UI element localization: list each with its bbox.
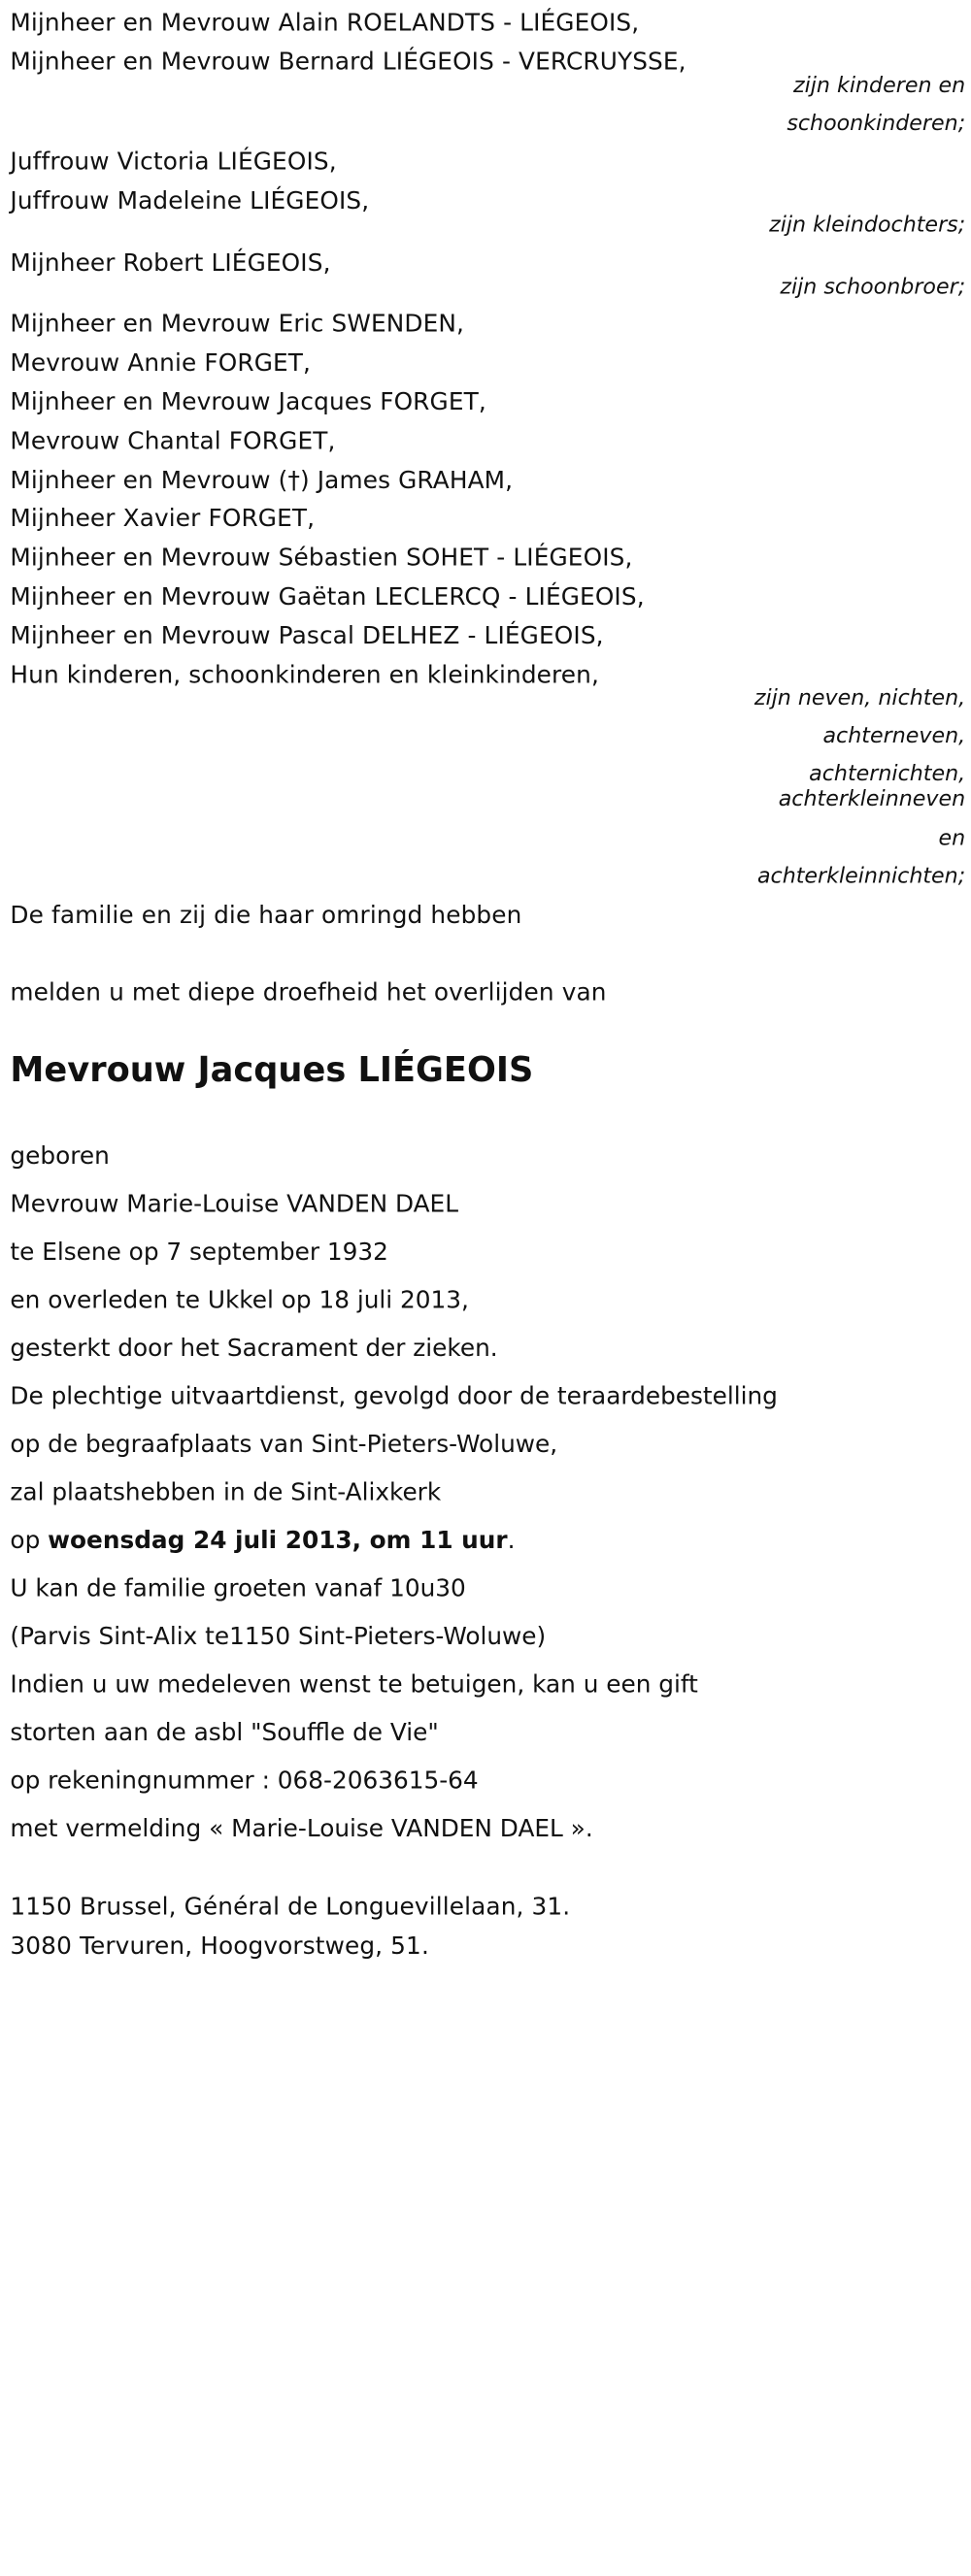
relation-label: achternichten, xyxy=(809,761,966,787)
service-date: woensdag 24 juli 2013, om 11 uur xyxy=(48,1526,508,1555)
detail-line: te Elsene op 7 september 1932 xyxy=(10,1238,388,1267)
relation-label: schoonkinderen; xyxy=(787,111,966,137)
detail-line: De plechtige uitvaartdienst, gevolgd door de teraardebestelling xyxy=(10,1382,778,1410)
detail-line: op de begraafplaats van Sint-Pieters-Woluwe, xyxy=(10,1430,558,1459)
family-line: Mijnheer en Mevrouw Bernard LIÉGEOIS - VERCRUYSSE, xyxy=(10,48,686,77)
family-line: Mijnheer en Mevrouw Jacques FORGET, xyxy=(10,388,486,416)
address-line: 3080 Tervuren, Hoogvorstweg, 51. xyxy=(10,1932,429,1961)
detail-line: Indien u uw medeleven wenst te betuigen, kan u een gift xyxy=(10,1670,698,1699)
family-line: Mijnheer Xavier FORGET, xyxy=(10,504,316,533)
detail-line: U kan de familie groeten vanaf 10u30 xyxy=(10,1574,466,1602)
detail-line: en overleden te Ukkel op 18 juli 2013, xyxy=(10,1286,469,1314)
family-line: Mijnheer Robert LIÉGEOIS, xyxy=(10,248,331,278)
relation-label: zijn neven, nichten, xyxy=(753,685,966,711)
address-line: 1150 Brussel, Général de Longuevillelaan, 31. xyxy=(10,1893,571,1922)
detail-line: zal plaatshebben in de Sint-Alixkerk xyxy=(10,1478,442,1506)
date-suffix: . xyxy=(507,1526,516,1555)
family-line: Mijnheer en Mevrouw Pascal DELHEZ - LIÉGEOIS, xyxy=(10,622,604,650)
family-line: Mijnheer en Mevrouw Sébastien SOHET - LIÉGEOIS, xyxy=(10,544,633,572)
detail-line: storten aan de asbl "Souffle de Vie" xyxy=(10,1718,439,1747)
relation-label: zijn kinderen en xyxy=(792,73,966,99)
family-line: Mijnheer en Mevrouw Gaëtan LECLERCQ - LIÉGEOIS, xyxy=(10,582,645,611)
family-line: Mijnheer en Mevrouw (†) James GRAHAM, xyxy=(10,466,514,495)
relation-label: achterkleinneven xyxy=(778,786,966,812)
date-prefix: op xyxy=(10,1526,41,1555)
relation-label: zijn kleindochters; xyxy=(769,212,966,238)
detail-line: met vermelding « Marie-Louise VANDEN DAEL ». xyxy=(10,1814,593,1843)
detail-line: gesterkt door het Sacrament der zieken. xyxy=(10,1334,498,1363)
detail-line: (Parvis Sint-Alix te1150 Sint-Pieters-Woluwe) xyxy=(10,1622,547,1651)
relation-label: en xyxy=(938,825,966,851)
relation-label: zijn schoonbroer; xyxy=(780,274,966,300)
family-line: Mijnheer en Mevrouw Eric SWENDEN, xyxy=(10,310,464,338)
family-line: Mevrouw Annie FORGET, xyxy=(10,348,312,378)
intro-line: De familie en zij die haar omringd hebben xyxy=(10,902,522,930)
relation-label: achterkleinnichten; xyxy=(756,863,966,890)
relation-label: achterneven, xyxy=(822,723,966,749)
service-date-line xyxy=(10,1525,515,1555)
detail-line: Mevrouw Marie-Louise VANDEN DAEL xyxy=(10,1190,458,1218)
detail-line: op rekeningnummer : 068-2063615-64 xyxy=(10,1767,479,1795)
family-line: Hun kinderen, schoonkinderen en kleinkinderen, xyxy=(10,661,599,690)
deceased-name: Mevrouw Jacques LIÉGEOIS xyxy=(10,1050,534,1091)
intro-line: melden u met diepe droefheid het overlijden van xyxy=(10,978,607,1007)
family-line: Mijnheer en Mevrouw Alain ROELANDTS - LIÉGEOIS, xyxy=(10,9,640,37)
family-line: Mevrouw Chantal FORGET, xyxy=(10,427,336,456)
family-line: Juffrouw Madeleine LIÉGEOIS, xyxy=(10,186,370,215)
family-line: Juffrouw Victoria LIÉGEOIS, xyxy=(10,148,337,177)
detail-line: geboren xyxy=(10,1141,110,1171)
